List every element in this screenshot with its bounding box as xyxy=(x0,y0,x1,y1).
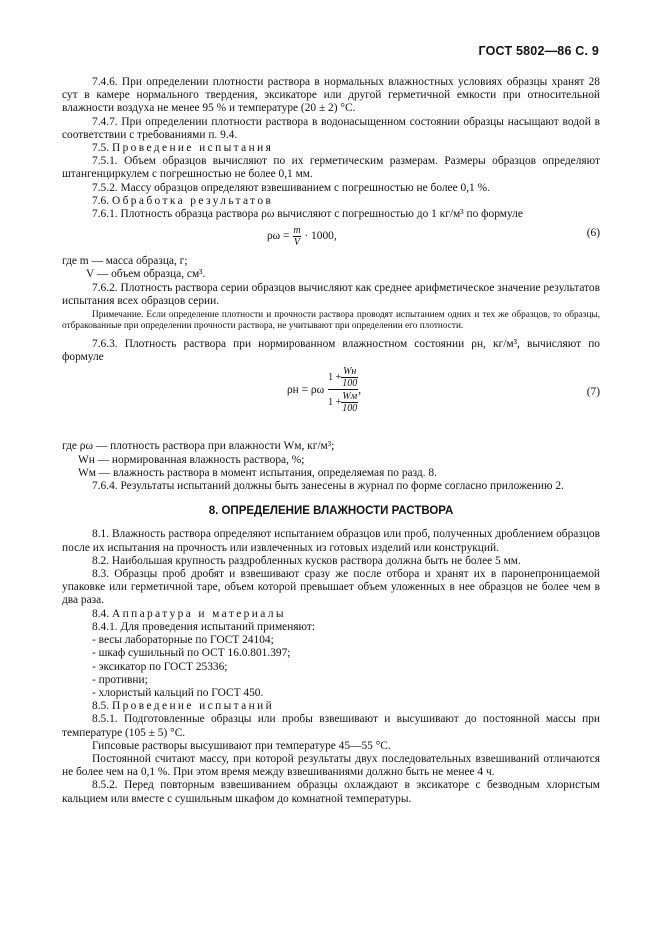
formula-6-expression xyxy=(267,225,337,248)
paragraph-7-5-2: 7.5.2. Массу образцов определяют взвешиванием с погрешностью не более 0,1 %. xyxy=(92,181,490,194)
definition-wn: Wн — нормированная влажность раствора, %; xyxy=(78,453,305,466)
heading-text: Аппаратура и материалы xyxy=(111,607,286,620)
heading-text: Проведение испытания xyxy=(111,142,274,155)
paragraph-7-4-7: 7.4.7. При определении плотности раствора в водонасыщенном состоянии образцы насыщают водой в соответствии с требованиями п. 9.4. xyxy=(62,115,600,141)
heading-number: 8.5. xyxy=(92,700,110,713)
list-item: - весы лабораторные по ГОСТ 24104; xyxy=(92,634,274,647)
definition-m: где m — масса образца, г; xyxy=(62,255,188,268)
formula-6-lhs: ρω = xyxy=(267,230,290,243)
definition-rho-w: где ρω — плотность раствора при влажности Wм, кг/м³; xyxy=(62,440,335,453)
formula-7-top-frac xyxy=(341,366,358,389)
formula-7 xyxy=(62,364,600,440)
formula-6-denominator: V xyxy=(293,237,300,249)
formula-7-numerator xyxy=(328,366,358,389)
heading-text: Проведение испытаний xyxy=(111,700,275,713)
equipment-list xyxy=(62,634,600,700)
definition-wm: Wм — влажность раствора в момент испытания, определяемая по разд. 8. xyxy=(78,466,437,479)
paragraph-7-6-3: 7.6.3. Плотность раствора при нормированном влажностном состоянии ρн, кг/м³, вычисляют по формуле xyxy=(62,338,600,364)
formula-7-bot-den: 100 xyxy=(342,403,358,415)
paragraph-8-5-1-gypsum: Гипсовые растворы высушивают при температуре 45—55 °С. xyxy=(92,739,391,752)
paragraph-8-1: 8.1. Влажность раствора определяют испытанием образцов или проб, полученных дроблением образцов после их испытания на прочность или извлеченных из готовых изделий или конструкций. xyxy=(62,528,600,554)
paragraph-7-6-1: 7.6.1. Плотность образца раствора ρω вычисляют с погрешностью до 1 кг/м³ по формуле xyxy=(92,208,523,221)
paragraph-8-4-1: 8.4.1. Для проведения испытаний применяют: xyxy=(92,620,316,633)
paragraph-7-5-1: 7.5.1. Объем образцов вычисляют по их герметическим размерам. Размеры образцов определяют штангенциркулем с погрешностью не более 0,1 мм. xyxy=(62,155,600,181)
paragraph-7-6-4: 7.6.4. Результаты испытаний должны быть занесены в журнал по форме согласно приложению 2. xyxy=(92,480,564,493)
formula-7-bot-w: Wм xyxy=(342,391,358,403)
formula-6-rest: · 1000, xyxy=(304,230,337,243)
formula-7-top-den: 100 xyxy=(342,378,358,390)
page-header: ГОСТ 5802—86 С. 9 xyxy=(478,44,599,58)
heading-8-4 xyxy=(62,608,600,621)
section-8-title: 8. ОПРЕДЕЛЕНИЕ ВЛАЖНОСТИ РАСТВОРА xyxy=(208,505,454,518)
paragraph-8-3: 8.3. Образцы проб дробят и взвешивают сразу же после отбора и хранят их в паронепроницаемой упаковке или герметичной таре, объем которой превышает объем уложенных в нее образцов не более чем в два раза. xyxy=(62,568,600,607)
heading-7-5 xyxy=(62,142,600,155)
paragraph-8-5-1: 8.5.1. Подготовленные образцы или пробы взвешивают и высушивают до постоянной массы при температуре (105 ± 5) °С. xyxy=(62,713,600,739)
formula-7-label: (7) xyxy=(586,386,600,399)
formula-7-lhs: ρн = ρω xyxy=(287,383,325,396)
formula-7-denominator xyxy=(328,389,358,414)
formula-7-bot-frac xyxy=(341,391,358,414)
formula-7-expression xyxy=(287,366,361,414)
formula-6 xyxy=(62,221,600,255)
formula-7-top-one: 1 + xyxy=(328,372,342,384)
document-body xyxy=(62,76,600,806)
paragraph-7-4-6: 7.4.6. При определении плотности раствора в нормальных влажностных условиях образцы хранят 28 сут в камере нормального твердения, эксикаторе или другой герметичной емкости при относительной влажности воздуха не менее 95 % и температуре (20 ± 2) °С. xyxy=(62,76,600,115)
list-item: - шкаф сушильный по ОСТ 16.0.801.397; xyxy=(92,647,291,660)
formula-6-label: (6) xyxy=(586,227,600,240)
paragraph-8-5-2: 8.5.2. Перед повторным взвешиванием образцы охлаждают в эксикаторе с безводным хлористым кальцием или вместе с сушильным шкафом до комнатной температуры. xyxy=(62,779,600,805)
formula-7-tail: , xyxy=(358,383,362,396)
list-item: - хлористый кальций по ГОСТ 450. xyxy=(92,686,264,699)
list-item: - противни; xyxy=(92,673,148,686)
paragraph-7-6-2: 7.6.2. Плотность раствора серии образцов вычисляют как среднее арифметическое значение результатов испытания всех образцов серии. xyxy=(62,281,600,307)
note: Примечание. Если определение плотности и прочности раствора проводят испытанием одних и тех же образцов, то образцы, отбракованные при определении прочности раствора, не учитывают при определении его плотности. xyxy=(62,310,600,332)
formula-7-bot-one: 1 + xyxy=(328,397,342,409)
heading-8-5 xyxy=(62,700,600,713)
heading-7-6 xyxy=(62,195,600,208)
heading-number: 7.5. xyxy=(92,142,110,155)
paragraph-8-5-1-constant: Постоянной считают массу, при которой результаты двух последовательных взвешиваний отличаются не более чем на 0,1 %. При этом время между взвешиваниями должно быть не менее 4 ч. xyxy=(62,752,600,779)
formula-7-top-w: Wн xyxy=(343,366,357,378)
paragraph-8-2: 8.2. Наибольшая крупность раздробленных кусков раствора должна быть не более 5 мм. xyxy=(92,554,521,567)
heading-number: 8.4. xyxy=(92,607,110,620)
heading-text: Обработка результатов xyxy=(111,194,274,207)
heading-number: 7.6. xyxy=(92,194,110,207)
formula-6-fraction xyxy=(292,225,301,248)
formula-7-fraction xyxy=(328,366,358,414)
formula-6-numerator: m xyxy=(293,225,301,237)
list-item: - эксикатор по ГОСТ 25336; xyxy=(92,660,228,673)
definition-v: V — объем образца, см³. xyxy=(86,268,206,281)
